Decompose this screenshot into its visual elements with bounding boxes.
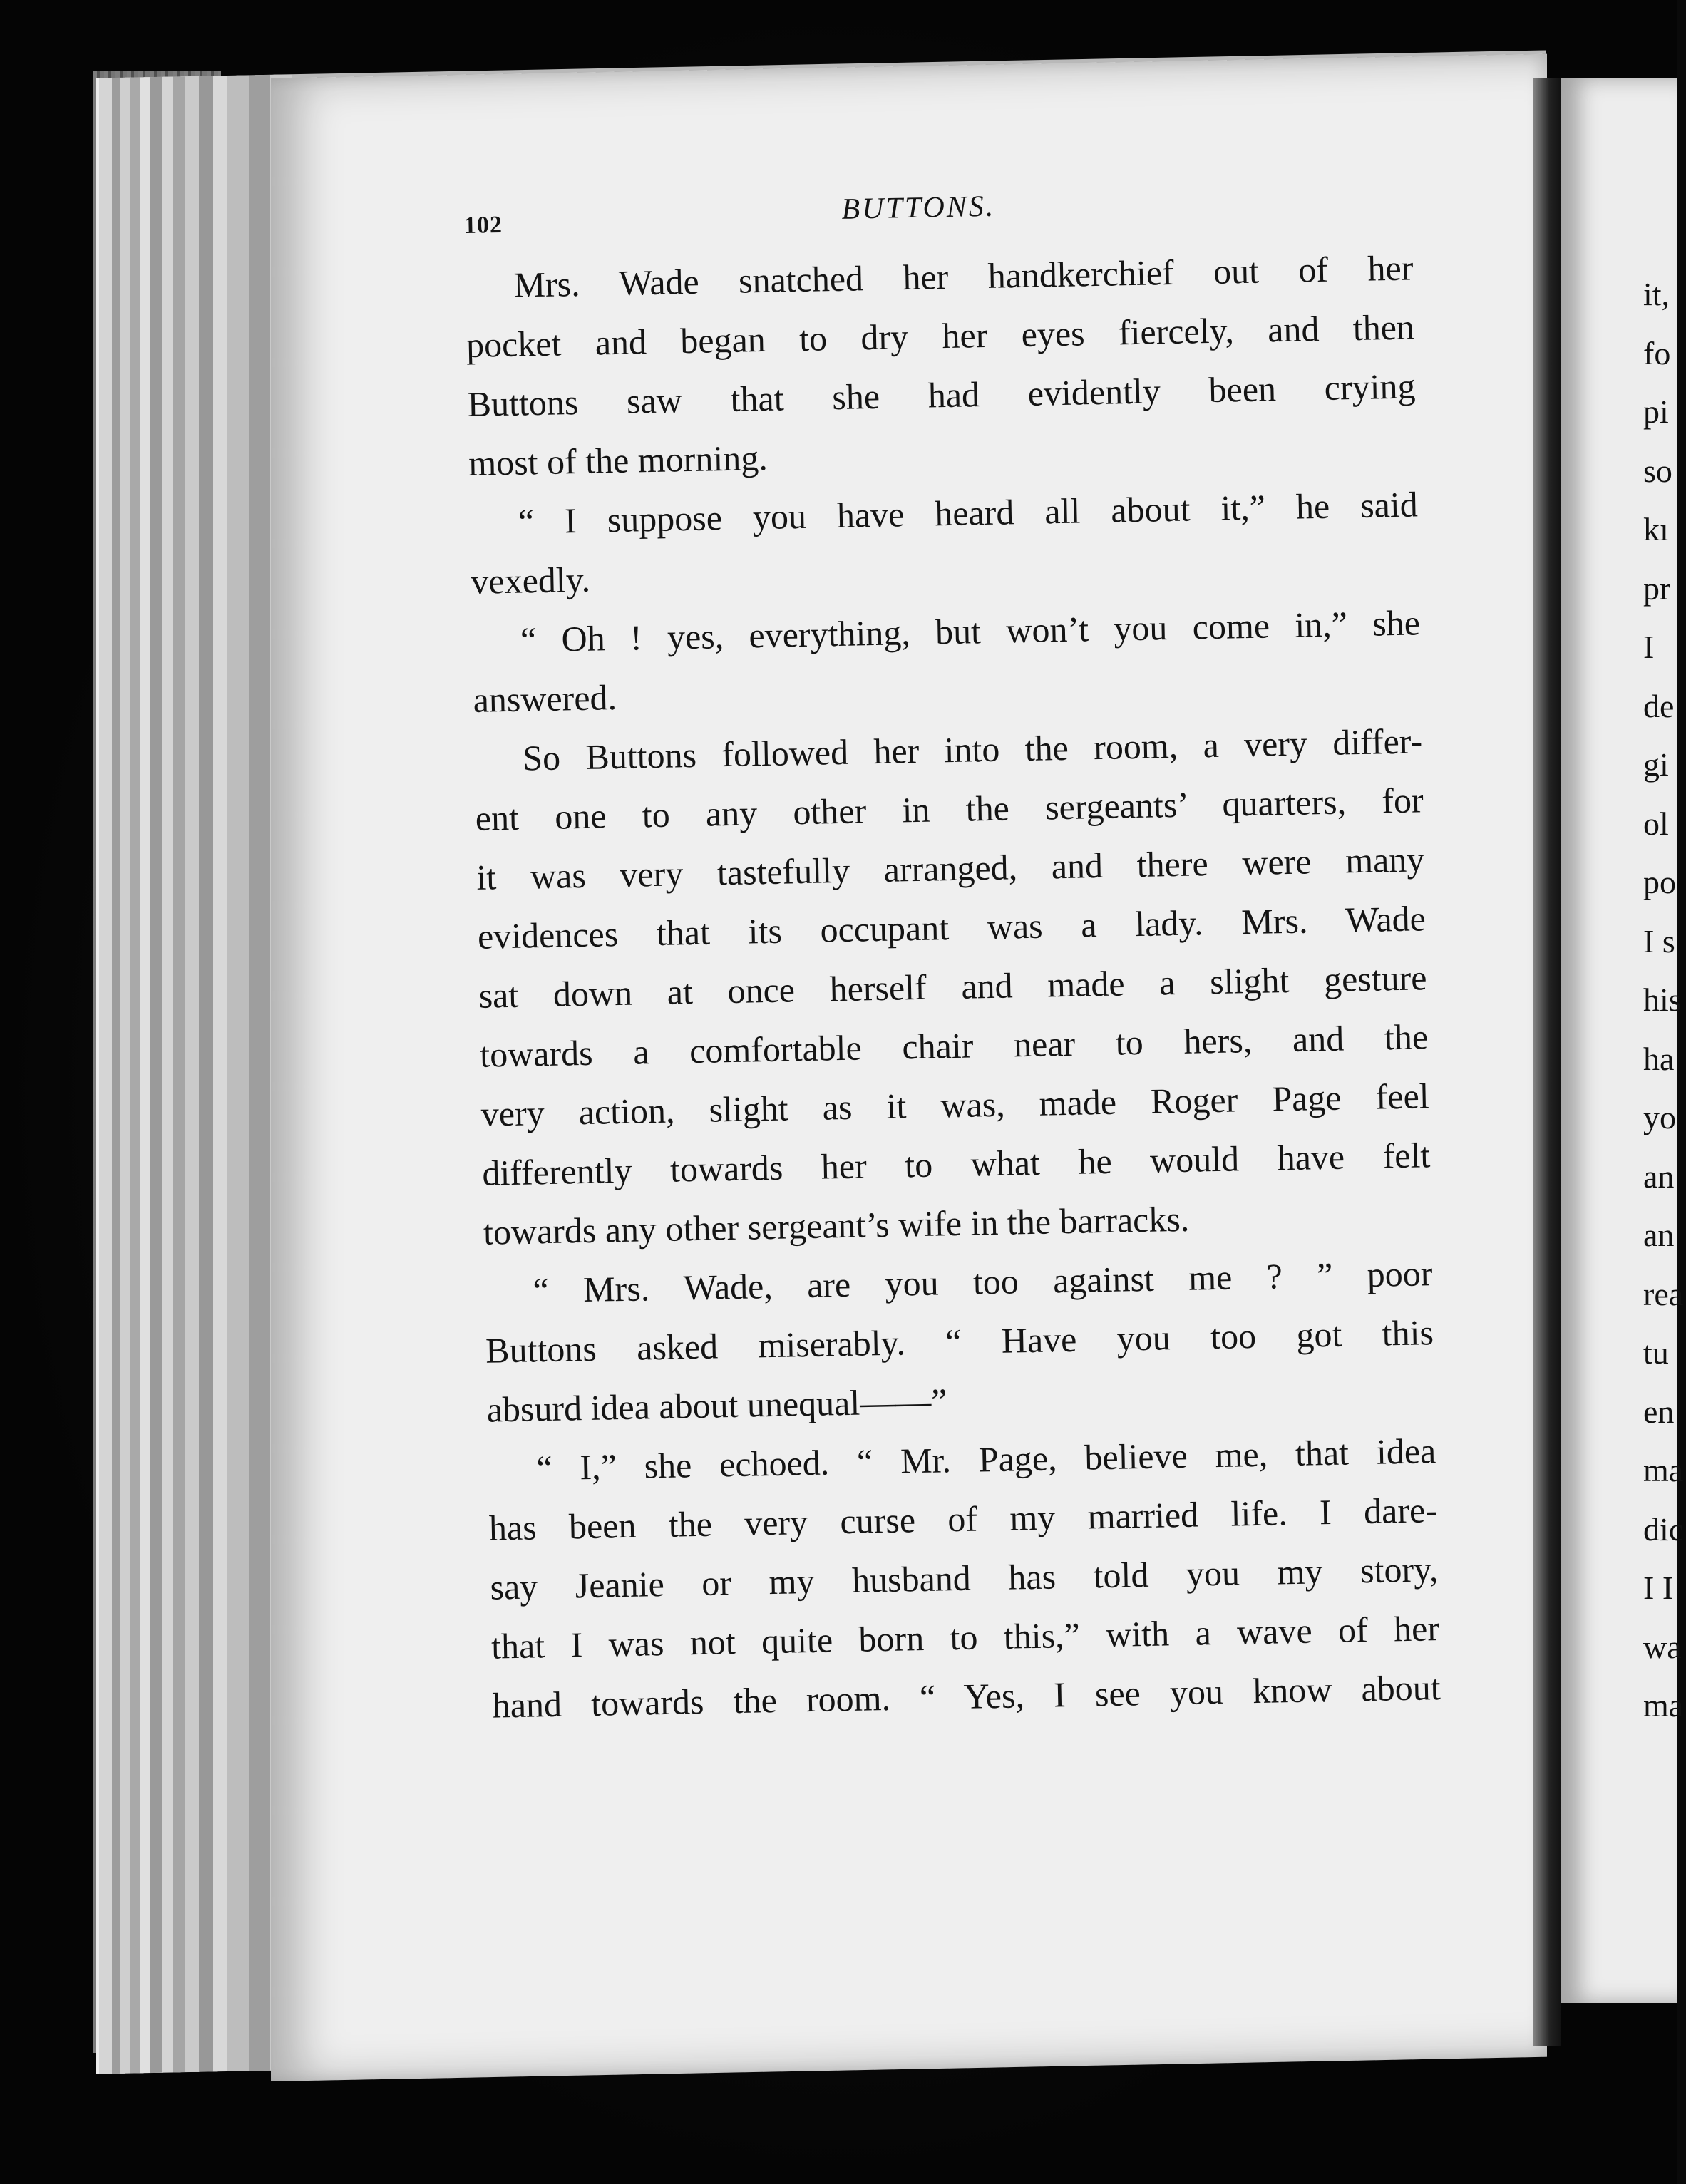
facing-line-fragment: fo xyxy=(1643,334,1671,371)
text-line: sat down at once herself and made a slight gesture xyxy=(478,957,1427,1016)
text-line: absurd idea about unequal——” xyxy=(486,1381,947,1430)
facing-line-fragment: I xyxy=(1643,629,1655,665)
page-number: 102 xyxy=(463,211,503,239)
text-line: most of the morning. xyxy=(468,437,769,483)
facing-line-fragment: en xyxy=(1643,1393,1675,1430)
facing-line-fragment: pi xyxy=(1643,393,1669,430)
body-text xyxy=(465,238,1441,1735)
facing-line-fragment: an xyxy=(1643,1217,1675,1253)
facing-line-fragment: pr xyxy=(1643,570,1671,607)
facing-line-fragment: his xyxy=(1643,982,1682,1018)
facing-page-text xyxy=(1643,265,1686,1736)
text-line: answered. xyxy=(473,677,617,720)
text-line: Buttons saw that she had evidently been crying xyxy=(467,366,1416,424)
text-line: say Jeanie or my husband has told you my story, xyxy=(490,1549,1439,1607)
text-line: very action, slight as it was, made Roger Page feel xyxy=(480,1076,1430,1134)
facing-line-fragment: ma xyxy=(1643,1452,1684,1488)
text-line: hand towards the room. “ Yes, I see you know about xyxy=(492,1667,1441,1726)
facing-line-fragment: so xyxy=(1643,452,1672,489)
text-line: So Buttons followed her into the room, a very differ- xyxy=(522,721,1423,778)
text-line: has been the very curse of my married life. I dare- xyxy=(488,1490,1438,1548)
facing-line-fragment: ma xyxy=(1643,1687,1684,1724)
page-content xyxy=(463,174,1441,1735)
facing-line-fragment: ha xyxy=(1643,1040,1675,1077)
book-spine xyxy=(1533,78,1561,2046)
text-line: Buttons asked miserably. “ Have you too got this xyxy=(485,1312,1434,1371)
facing-line-fragment: dic xyxy=(1643,1510,1684,1547)
text-line: towards a comfortable chair near to hers, and the xyxy=(479,1016,1429,1075)
text-line: “ I suppose you have heard all about it,” he said xyxy=(518,484,1419,542)
facing-line-fragment: tu xyxy=(1643,1334,1669,1371)
text-line: Mrs. Wade snatched her handkerchief out of her xyxy=(513,247,1414,305)
text-line: ent one to any other in the sergeants’ quarters, for xyxy=(475,780,1424,838)
text-line: that I was not quite born to this,” with a wave of her xyxy=(490,1608,1440,1667)
text-line: differently towards her to what he would have felt xyxy=(481,1135,1431,1193)
facing-line-fragment: I I xyxy=(1643,1570,1674,1606)
facing-line-fragment: I s xyxy=(1643,922,1675,959)
facing-line-fragment: gi xyxy=(1643,746,1669,783)
text-line: “ Mrs. Wade, are you too against me ? ” poor xyxy=(533,1253,1433,1311)
facing-line-fragment: kı xyxy=(1643,511,1669,547)
facing-line-fragment: ol xyxy=(1643,805,1669,842)
facing-line-fragment: wa xyxy=(1643,1628,1682,1665)
text-line: towards any other sergeant’s wife in the barracks. xyxy=(483,1198,1190,1252)
header-title: BUTTONS. xyxy=(841,190,996,226)
facing-line-fragment: rea xyxy=(1643,1275,1684,1312)
text-line: pocket and began to dry her eyes fiercely, and then xyxy=(466,307,1415,365)
text-line: “ I,” she echoed. “ Mr. Page, believe me, that idea xyxy=(535,1431,1436,1488)
text-line: it was very tastefully arranged, and there were many xyxy=(476,839,1425,897)
facing-line-fragment: de xyxy=(1643,687,1675,724)
facing-line-fragment: an xyxy=(1643,1158,1675,1195)
facing-line-fragment: it, xyxy=(1643,276,1670,312)
facing-line-fragment: po xyxy=(1643,864,1676,900)
text-line: vexedly. xyxy=(470,559,591,602)
text-line: evidences that its occupant was a lady. Mrs. Wade xyxy=(477,898,1427,957)
facing-line-fragment: yo xyxy=(1643,1099,1676,1135)
text-line: “ Oh ! yes, everything, but won’t you come in,” she xyxy=(520,602,1421,660)
